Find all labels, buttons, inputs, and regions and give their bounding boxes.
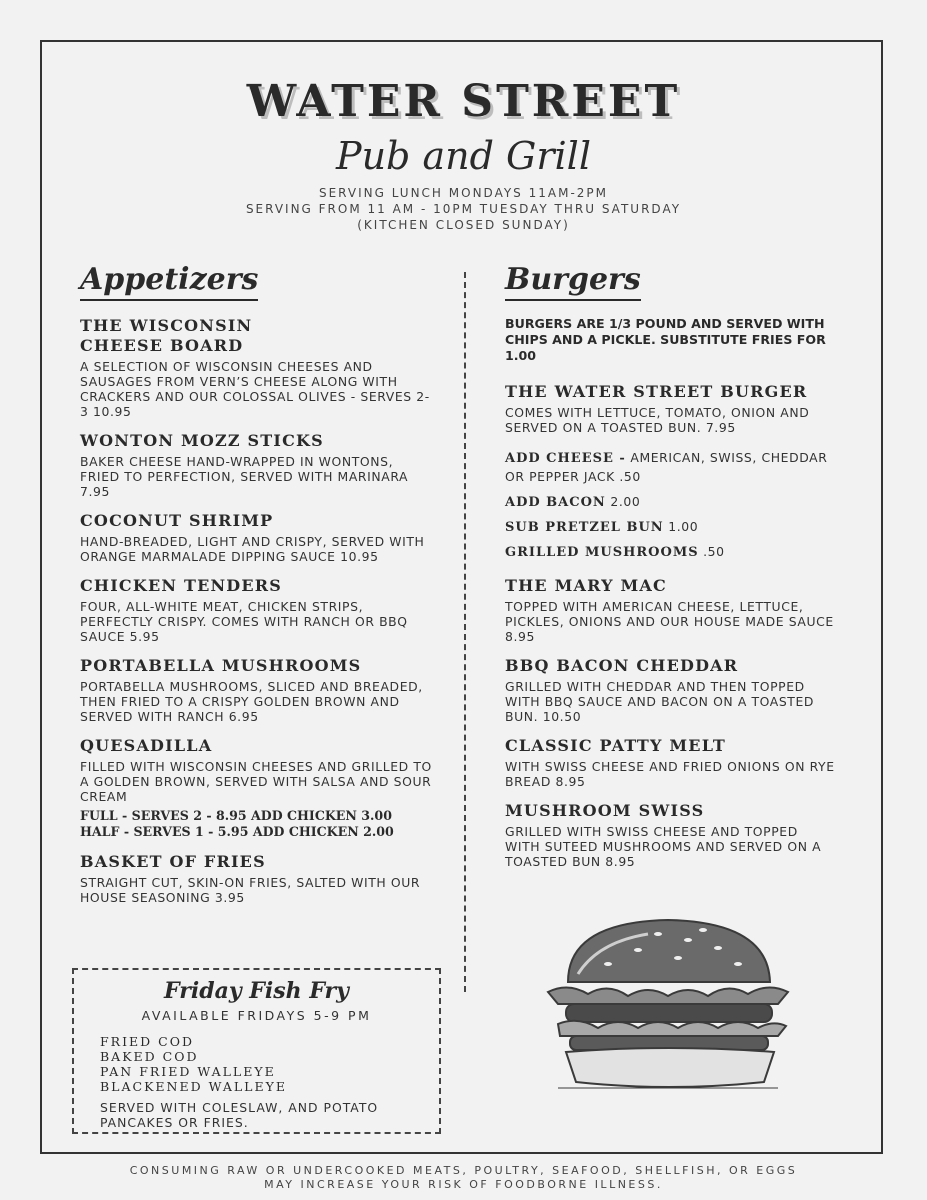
hours-line: (KITCHEN CLOSED SUNDAY): [357, 218, 570, 232]
item-price-option: HALF - SERVES 1 - 5.95 ADD CHICKEN 2.00: [80, 824, 394, 839]
menu-item: [80, 852, 435, 905]
menu-item: [80, 511, 435, 564]
addon-option: [505, 541, 835, 560]
menu-item: [80, 656, 435, 724]
burgers-note: BURGERS ARE 1/3 POUND AND SERVED WITH CHIPS AND A PICKLE. SUBSTITUTE FRIES FOR 1.00: [505, 316, 826, 363]
appetizers-heading: Appetizers: [80, 262, 258, 301]
hours-line: SERVING FROM 11 AM - 10PM TUESDAY THRU SATURDAY: [245, 202, 682, 216]
fish-fry-availability: AVAILABLE FRIDAYS 5-9 PM: [141, 1008, 372, 1023]
menu-item: [505, 382, 835, 435]
item-description: GRILLED WITH SWISS CHEESE AND TOPPED WITH SUTEED MUSHROOMS AND SERVED ON A TOASTED BUN 8.95: [505, 824, 822, 869]
disclaimer-line: CONSUMING RAW OR UNDERCOOKED MEATS, POULTRY, SEAFOOD, SHELLFISH, OR EGGS: [129, 1164, 798, 1177]
addon-name: ADD BACON: [505, 495, 606, 510]
item-name: THE MARY MAC: [505, 576, 667, 595]
item-name: CLASSIC PATTY MELT: [505, 736, 726, 755]
item-name: COCONUT SHRIMP: [80, 511, 274, 530]
item-price-option: FULL - SERVES 2 - 8.95 ADD CHICKEN 3.00: [80, 808, 392, 823]
fish-fry-list: [100, 1034, 287, 1094]
restaurant-subtitle: Pub and Grill: [336, 134, 591, 178]
menu-item: [80, 431, 435, 499]
menu-item: [80, 316, 435, 419]
item-description: BAKER CHEESE HAND-WRAPPED IN WONTONS, FRIED TO PERFECTION, SERVED WITH MARINARA 7.95: [80, 454, 409, 499]
item-description: GRILLED WITH CHEDDAR AND THEN TOPPED WITH BBQ SAUCE AND BACON ON A TOASTED BUN. 10.50: [505, 679, 815, 724]
fish-fry-box: [72, 968, 441, 1134]
item-description: A SELECTION OF WISCONSIN CHEESES AND SAUSAGES FROM VERN’S CHEESE ALONG WITH CRACKERS AND OUR COLOSSAL OLIVES - SERVES 2-3 10.95: [80, 359, 430, 419]
menu-item: [80, 576, 435, 644]
fish-fry-title: Friday Fish Fry: [164, 978, 349, 1004]
item-name: THE WATER STREET BURGER: [505, 382, 808, 401]
fish-item: BLACKENED WALLEYE: [100, 1079, 287, 1094]
item-name: BASKET OF FRIES: [80, 852, 266, 871]
addon-detail: AMERICAN, SWISS, CHEDDAR OR PEPPER JACK .50: [505, 450, 828, 484]
addon-detail: 2.00: [605, 494, 641, 509]
item-description: WITH SWISS CHEESE AND FRIED ONIONS ON RYE BREAD 8.95: [505, 759, 835, 789]
item-description: PORTABELLA MUSHROOMS, SLICED AND BREADED, THEN FRIED TO A CRISPY GOLDEN BROWN AND SERVED WITH RANCH 6.95: [80, 679, 423, 724]
menu-item: [505, 736, 835, 789]
burgers-column: [505, 316, 835, 881]
column-divider: [464, 272, 466, 992]
addon-name: GRILLED MUSHROOMS: [505, 545, 699, 560]
addon-name: ADD CHEESE -: [505, 451, 626, 466]
item-name: CHICKEN TENDERS: [80, 576, 283, 595]
addon-detail: 1.00: [663, 519, 699, 534]
fish-item: BAKED COD: [100, 1049, 199, 1064]
addon-option: [505, 447, 835, 485]
item-description: COMES WITH LETTUCE, TOMATO, ONION AND SERVED ON A TOASTED BUN. 7.95: [505, 405, 810, 435]
item-description: FOUR, ALL-WHITE MEAT, CHICKEN STRIPS, PERFECTLY CRISPY. COMES WITH RANCH OR BBQ SAUCE 5.95: [80, 599, 408, 644]
item-name: WONTON MOZZ STICKS: [80, 431, 324, 450]
serving-hours: [0, 185, 927, 233]
item-name: PORTABELLA MUSHROOMS: [80, 656, 362, 675]
item-name: THE WISCONSIN CHEESE BOARD: [80, 316, 253, 355]
fish-item: PAN FRIED WALLEYE: [100, 1064, 276, 1079]
addon-option: [505, 491, 835, 510]
item-description: STRAIGHT CUT, SKIN-ON FRIES, SALTED WITH OUR HOUSE SEASONING 3.95: [80, 875, 421, 905]
menu-item: [505, 576, 835, 644]
appetizers-column: [80, 316, 435, 917]
menu-item: [505, 656, 835, 724]
fish-item: FRIED COD: [100, 1034, 194, 1049]
hours-line: SERVING LUNCH MONDAYS 11AM-2PM: [318, 186, 608, 200]
item-name: QUESADILLA: [80, 736, 213, 755]
restaurant-name: WATER STREET: [246, 76, 681, 127]
food-safety-disclaimer: [0, 1164, 927, 1192]
fish-fry-note: SERVED WITH COLESLAW, AND POTATO PANCAKES OR FRIES.: [100, 1100, 379, 1130]
burgers-heading: Burgers: [505, 262, 641, 301]
item-description: TOPPED WITH AMERICAN CHEESE, LETTUCE, PICKLES, ONIONS AND OUR HOUSE MADE SAUCE 8.95: [505, 599, 834, 644]
burger-illustration: [538, 912, 798, 1092]
item-name: BBQ BACON CHEDDAR: [505, 656, 739, 675]
addon-option: [505, 516, 835, 535]
item-name: MUSHROOM SWISS: [505, 801, 705, 820]
addon-detail: .50: [698, 544, 725, 559]
menu-item: [505, 801, 835, 869]
disclaimer-line: MAY INCREASE YOUR RISK OF FOODBORNE ILLNESS.: [264, 1178, 663, 1191]
item-description: HAND-BREADED, LIGHT AND CRISPY, SERVED WITH ORANGE MARMALADE DIPPING SAUCE 10.95: [80, 534, 425, 564]
addon-name: SUB PRETZEL BUN: [505, 520, 664, 535]
menu-item: [80, 736, 435, 840]
item-description: FILLED WITH WISCONSIN CHEESES AND GRILLED TO A GOLDEN BROWN, SERVED WITH SALSA AND SOUR CREAM: [80, 759, 432, 804]
